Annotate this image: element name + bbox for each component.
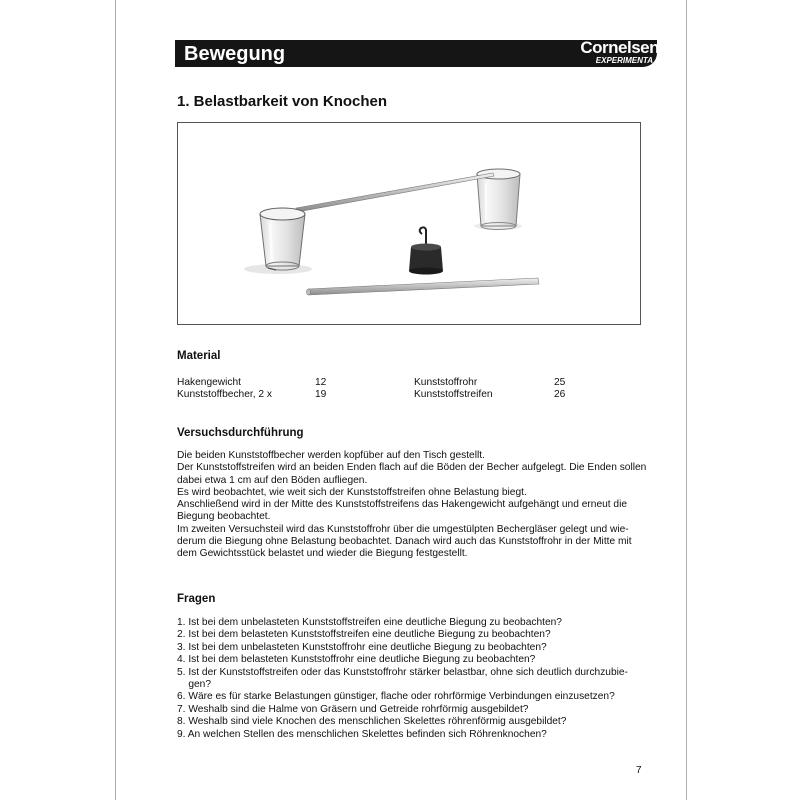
material-number: 25 xyxy=(554,377,566,388)
procedure-line: dabei etwa 1 cm auf den Böden aufliegen. xyxy=(177,474,368,486)
page-number: 7 xyxy=(636,765,642,776)
plastic-tube xyxy=(308,278,539,295)
question-item: 6. Wäre es für starke Belastungen günstiger, flache oder rohrförmige Verbindungen einzusetzen? xyxy=(177,691,615,703)
experiment-photo xyxy=(177,122,641,325)
material-number: 26 xyxy=(554,389,566,400)
procedure-line: Im zweiten Versuchsteil wird das Kunststoffrohr über die umgestülpten Bechergläser gelegt und wie- xyxy=(177,523,629,535)
procedure-line: Die beiden Kunststoffbecher werden kopfüber auf den Tisch gestellt. xyxy=(177,450,485,461)
procedure-line: Es wird beobachtet, wie weit sich der Kunststoffstreifen ohne Belastung biegt. xyxy=(177,486,527,498)
material-number: 19 xyxy=(315,389,327,400)
section-title: 1. Belastbarkeit von Knochen xyxy=(177,93,388,110)
cup-left xyxy=(260,208,305,270)
question-item: 3. Ist bei dem unbelasteten Kunststoffrohr eine deutliche Biegung zu beobachten? xyxy=(177,641,547,653)
procedure-line: Biegung beobachtet. xyxy=(177,511,271,523)
procedure-line: derum die Biegung ohne Belastung beobachtet. Danach wird auch das Kunststoffrohr in der Mitte mit xyxy=(177,536,632,548)
procedure-text xyxy=(177,450,657,561)
publisher-logo xyxy=(567,39,659,66)
material-name: Kunststoffrohr xyxy=(414,377,478,388)
procedure-line: Anschließend wird in der Mitte des Kunststoffstreifens das Hakengewicht aufgehängt und erneut die xyxy=(177,499,628,511)
material-heading: Material xyxy=(177,350,221,362)
question-item: 7. Weshalb sind die Halme von Gräsern und Getreide rohrförmig ausgebildet? xyxy=(177,703,529,715)
procedure-heading: Versuchsdurchführung xyxy=(177,427,304,439)
material-name: Kunststoffstreifen xyxy=(414,389,493,400)
material-number: 12 xyxy=(315,377,327,388)
publisher-name: Cornelsen xyxy=(580,38,659,57)
material-name: Kunststoffbecher, 2 x xyxy=(177,389,272,400)
procedure-line: dem Gewichtsstück belastet und wieder die Biegung festgestellt. xyxy=(177,548,468,560)
question-item: 1. Ist bei dem unbelasteten Kunststoffstreifen eine deutliche Biegung zu beobachten? xyxy=(177,617,562,628)
question-item: 4. Ist bei dem belasteten Kunststoffrohr eine deutliche Biegung zu beobachten? xyxy=(177,654,536,666)
plastic-strip xyxy=(296,173,494,212)
publisher-series: EXPERIMENTA xyxy=(595,56,653,65)
question-item: 9. An welchen Stellen des menschlichen Skelettes befinden sich Röhrenknochen? xyxy=(177,728,547,740)
page-title: Bewegung xyxy=(184,43,286,65)
question-item: 8. Weshalb sind viele Knochen des menschlichen Skelettes röhrenförmig ausgebildet? xyxy=(177,716,567,728)
question-item: 5. Ist der Kunststoffstreifen oder das Kunststoffrohr stärker belastbar, ohne sich deutlich durchzubie- xyxy=(177,666,628,678)
questions-list xyxy=(177,617,647,741)
questions-heading: Fragen xyxy=(177,593,216,605)
material-name: Hakengewicht xyxy=(177,377,241,388)
procedure-line: Der Kunststoffstreifen wird an beiden Enden flach auf die Böden der Becher aufgelegt. Die Enden sollen xyxy=(177,462,647,474)
question-item: 2. Ist bei dem belasteten Kunststoffstreifen eine deutliche Biegung zu beobachten? xyxy=(177,629,551,641)
experiment-illustration xyxy=(178,123,640,324)
question-item: gen? xyxy=(177,679,211,691)
hook-weight xyxy=(409,227,443,274)
